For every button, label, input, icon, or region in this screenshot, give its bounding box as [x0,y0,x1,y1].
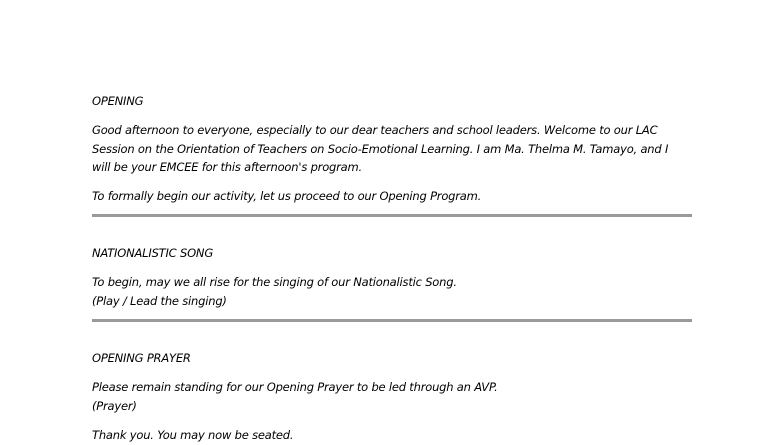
opening-welcome-paragraph [92,121,682,177]
opening-prayer-closing: Thank you. You may now be seated. [92,428,294,442]
section-divider [92,214,692,217]
nationalistic-song-line: (Play / Lead the singing) [92,293,227,308]
opening-prayer-line: (Prayer) [92,398,137,413]
opening-prayer-heading: OPENING PRAYER [92,351,191,365]
document-page [92,0,692,441]
nationalistic-song-paragraph [92,273,682,310]
opening-prayer-paragraph [92,378,682,415]
opening-welcome-line: will be your EMCEE for this afternoon's program. [92,160,362,174]
section-divider [92,319,692,322]
nationalistic-song-line: To begin, may we all rise for the singing of our Nationalistic Song. [92,275,457,289]
opening-prayer-line: Please remain standing for our Opening Prayer to be led through an AVP. [92,380,498,394]
opening-proceed-paragraph: To formally begin our activity, let us proceed to our Opening Program. [92,189,482,203]
opening-welcome-line: Session on the Orientation of Teachers on Socio-Emotional Learning. I am Ma. Thelma M. Tamayo, and I [92,141,669,156]
opening-welcome-line: Good afternoon to everyone, especially to our dear teachers and school leaders. Welcome to our LAC [92,123,658,137]
nationalistic-song-heading: NATIONALISTIC SONG [92,246,214,260]
opening-heading: OPENING [92,94,144,108]
